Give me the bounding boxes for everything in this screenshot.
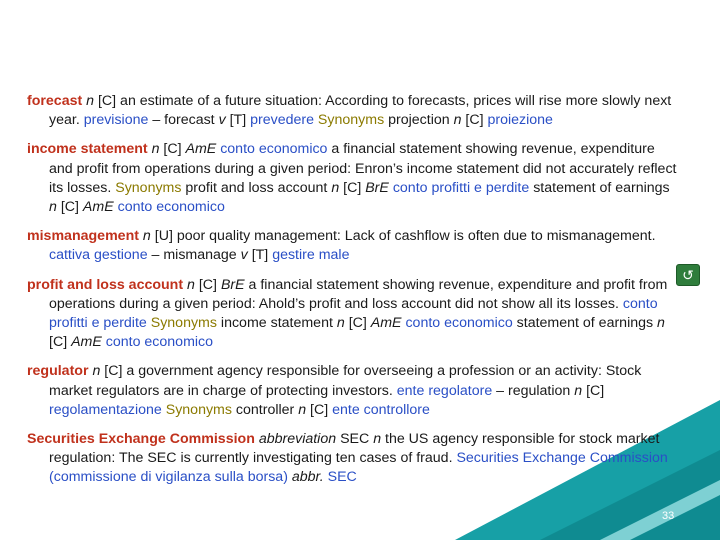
entry-text: n	[82, 93, 95, 109]
entry-headword: income statement	[27, 141, 148, 158]
glossary-entry	[27, 276, 677, 353]
entry-text: [C]	[56, 199, 83, 216]
entry-text: regolamentazione	[49, 401, 162, 418]
entry-text: [T]	[225, 112, 251, 129]
u-turn-icon: ↺	[682, 267, 694, 283]
entry-text: n	[336, 315, 345, 332]
entry-text: projection	[384, 112, 454, 129]
entry-text: AmE	[185, 141, 217, 158]
entry-text: Synonyms	[313, 112, 385, 129]
entry-text: [C]	[306, 401, 333, 418]
entry-text: conto economico	[101, 334, 214, 351]
return-button[interactable]	[676, 264, 700, 286]
entry-text: n	[657, 315, 665, 332]
entry-text: previsione	[83, 112, 149, 129]
entry-headword: forecast	[27, 93, 83, 109]
entry-text: n	[373, 431, 382, 448]
entry-text: n	[331, 179, 340, 196]
entry-text: a financial statement showing revenue, expenditure and profit from operations during a given period: Enron’s income statement did not accurately reflect its losses.	[49, 141, 677, 196]
entry-headword: profit and loss account	[27, 276, 184, 293]
entry-text: SEC	[336, 431, 374, 448]
entry-text: [C]	[344, 315, 371, 332]
entry-text: ente regolatore	[396, 382, 493, 399]
entry-text: v	[218, 112, 226, 129]
entry-text: [C] an estimate of a future situation: According to forecasts, prices will rise more slowly next year.	[49, 93, 672, 129]
entry-text: Synonyms	[161, 401, 232, 418]
entry-text: a financial statement showing revenue, expenditure and profit from operations during a given period: Ahold’s profit and loss account did not show all its losses.	[49, 276, 668, 312]
entry-text: – regulation	[492, 382, 575, 399]
entry-text: [T]	[247, 247, 273, 264]
entry-text: BrE	[365, 179, 389, 196]
entry-text: [C]	[49, 334, 72, 351]
entry-text: [C]	[582, 382, 605, 399]
entry-text: [C]	[461, 112, 488, 129]
entry-text: conto profitti e perdite	[49, 295, 658, 332]
entry-text: proiezione	[487, 112, 553, 129]
entry-text: n	[49, 199, 57, 216]
entry-text: [C]	[159, 141, 186, 158]
entry-text: BrE	[220, 276, 245, 293]
entry-text: Synonyms	[115, 179, 182, 196]
entry-text: abbreviation	[254, 431, 337, 448]
glossary-entries	[27, 92, 677, 498]
entry-text: AmE	[370, 315, 402, 332]
entry-text: SEC	[327, 469, 357, 486]
entry-text: the US agency responsible for stock market regulation: The SEC is currently investigating ten cases of fraud.	[49, 431, 660, 467]
entry-text: n	[88, 363, 101, 380]
entry-text: [C] a government agency responsible for overseeing a profession or an activity: Stock market regulators are in charge of protecting investors.	[49, 363, 642, 399]
entry-text: cattiva gestione	[49, 247, 148, 264]
glossary-entry	[27, 140, 677, 217]
entry-text: [C]	[194, 276, 221, 293]
glossary-entry	[27, 92, 677, 130]
entry-text: n	[138, 228, 151, 245]
entry-text: controller	[231, 401, 299, 418]
entry-text: conto economico	[401, 315, 513, 332]
entry-text: statement of earnings	[529, 179, 670, 196]
entry-text: [C]	[339, 179, 366, 196]
entry-text: – mismanage	[147, 247, 241, 264]
entry-headword: Securities Exchange Commission	[27, 431, 255, 448]
entry-text: conto economico	[216, 141, 328, 158]
page-number: 33	[662, 510, 675, 522]
entry-text: conto economico	[113, 199, 225, 216]
entry-text: n	[453, 112, 462, 129]
entry-text: v	[240, 247, 248, 264]
glossary-entry	[27, 430, 677, 488]
entry-text: statement of earnings	[512, 315, 658, 332]
entry-text: n	[183, 276, 195, 293]
entry-text: conto profitti e perdite	[388, 179, 530, 196]
entry-text: profit and loss account	[181, 179, 332, 196]
entry-headword: mismanagement	[27, 228, 139, 245]
entry-text: gestire male	[272, 247, 350, 264]
entry-text: – forecast	[148, 112, 219, 129]
entry-text: n	[298, 401, 307, 418]
entry-text: n	[147, 141, 160, 158]
entry-text: [U] poor quality management: Lack of cashflow is often due to mismanagement.	[150, 228, 656, 245]
entry-text: prevedere	[250, 112, 314, 129]
entry-text: income statement	[216, 315, 337, 332]
entry-text: n	[574, 382, 583, 399]
glossary-entry	[27, 362, 677, 420]
entry-text: Synonyms	[146, 315, 217, 332]
entry-text: AmE	[82, 199, 114, 216]
entry-text: abbr.	[287, 469, 328, 486]
entry-headword: regulator	[27, 363, 89, 380]
entry-text: Securities Exchange Commission (commissione di vigilanza sulla borsa)	[49, 450, 668, 486]
entry-text: AmE	[71, 334, 102, 351]
entry-text: ente controllore	[332, 401, 430, 418]
glossary-entry	[27, 227, 677, 265]
